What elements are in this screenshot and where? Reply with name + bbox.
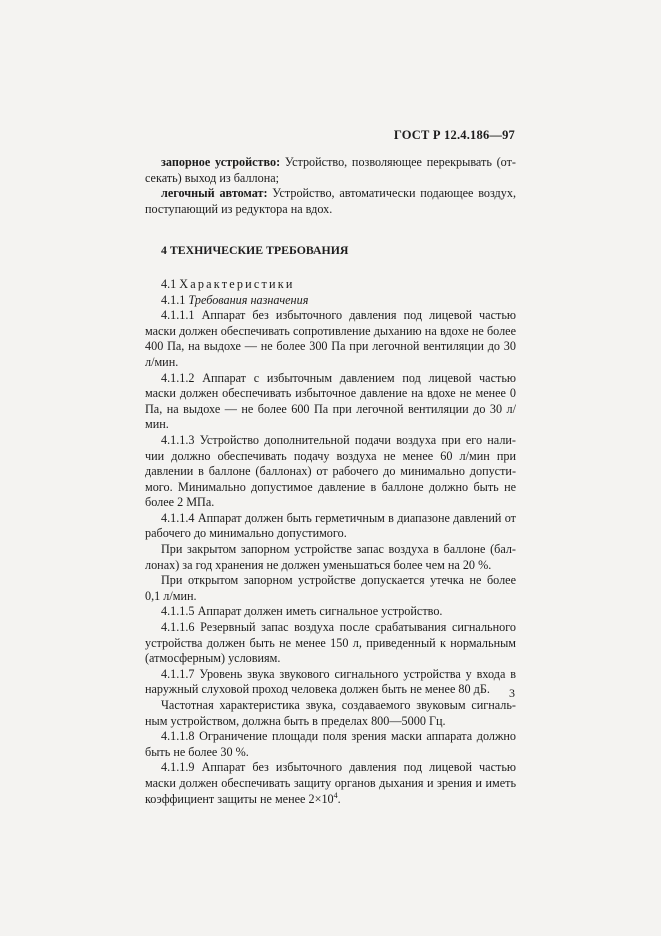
paragraph: 4.1.1.1 Аппарат без избыточного давления под лицевой частью маски должен обеспечивать сопротивление дыханию на вдохе не более 400 Па, на выдохе — не более 300 Па при легочной вентиляции до 30 л/мин.	[145, 308, 516, 369]
paragraph-last: 4.1.1.9 Аппарат без избыточного давления под лицевой частью маски должен обеспечивать защиту органов дыхания и зрения и иметь коэффициент защиты не менее $2\times 10^4$.	[145, 760, 516, 806]
section-heading: 4 ТЕХНИЧЕСКИЕ ТРЕБОВАНИЯ	[161, 243, 349, 258]
page-content	[145, 155, 516, 807]
exponent: 4	[333, 790, 338, 800]
paragraph: 4.1.1.6 Резервный запас воздуха после срабатывания сигнального устройства должен быть не менее 150 л, приведенный к нормальным (атмосферным) условиям.	[145, 620, 516, 666]
paragraph: 4.1.1.5 Аппарат должен иметь сигнальное устройство.	[161, 604, 443, 619]
paragraph: При закрытом запорном устройстве запас воздуха в баллоне (бал-лонах) за год хранения не должен уменьшаться более чем на 20 %.	[145, 542, 516, 572]
paragraph: Частотная характеристика звука, создаваемого звуковым сигналь-ным устройством, должна быть в пределах 800—5000 Гц.	[145, 698, 516, 728]
definition-term: запорное устройство:	[161, 155, 281, 169]
subsection-4-1-1: 4.1.1 Требования назначения	[161, 292, 309, 307]
definition-term: легочный автомат:	[161, 186, 268, 201]
paragraph: 4.1.1.3 Устройство дополнительной подачи воздуха при его нали-чии должно обеспечивать подачу воздуха не менее 60 л/мин при давлении в баллоне (баллонах) от рабочего до минимально допусти-мого. Минимально допустимое давление в баллоне должно быть не более 2 МПа.	[145, 432, 516, 510]
paragraph: При открытом запорном устройстве допускается утечка не более 0,1 л/мин.	[145, 573, 516, 603]
paragraph: 4.1.1.4 Аппарат должен быть герметичным в диапазоне давлений от рабочего до минимально допустимого.	[145, 510, 516, 541]
paragraph: 4.1.1.8 Ограничение площади поля зрения маски аппарата должно быть не более 30 %.	[145, 729, 516, 759]
paragraph: 4.1.1.7 Уровень звука звукового сигнального устройства у входа в наружный слуховой проход человека должен быть не менее 80 дБ.	[145, 666, 516, 697]
definition-1	[145, 155, 516, 186]
definition-2	[145, 186, 516, 217]
standard-header: ГОСТ Р 12.4.186—97	[393, 128, 515, 142]
subsection-4-1: 4.1 Характеристики	[161, 276, 295, 291]
page-number: 3	[509, 686, 515, 700]
definition-text: Устройство, позволяющее перекрывать (от-секать) выход из баллона;	[145, 155, 516, 185]
paragraph: 4.1.1.2 Аппарат с избыточным давлением под лицевой частью маски должен обеспечивать избыточное давление на вдохе не менее 0 Па, на выдохе — не более 600 Па при легочной вентиляции до 30 л/мин.	[145, 370, 516, 432]
definition-text: Устройство, автоматически подающее воздух, поступающий из редуктора на вдох.	[145, 186, 516, 216]
